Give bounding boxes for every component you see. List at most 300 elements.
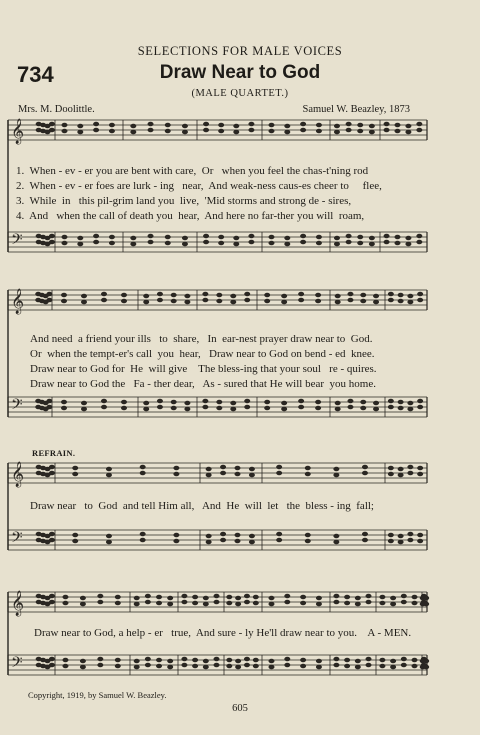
note-head <box>203 659 208 663</box>
note-head <box>182 124 187 128</box>
note-head <box>249 473 254 477</box>
note-head <box>401 663 406 667</box>
note-head <box>98 663 103 667</box>
note-head <box>245 298 250 302</box>
note-head <box>49 471 54 475</box>
note-head <box>206 540 211 544</box>
hymn-title: Draw Near to God <box>159 62 321 83</box>
note-head <box>361 293 366 297</box>
note-head <box>395 235 400 239</box>
note-head <box>249 128 254 132</box>
note-head <box>244 663 249 667</box>
treble-clef-icon: 𝄞 <box>11 289 25 314</box>
note-head <box>282 300 287 304</box>
note-head <box>401 657 406 661</box>
note-head <box>366 663 371 667</box>
note-head <box>335 401 340 405</box>
note-head <box>408 401 413 405</box>
note-head <box>316 129 321 133</box>
note-head <box>249 467 254 471</box>
bass-clef-icon: 𝄢 <box>11 654 23 675</box>
note-head <box>49 600 54 604</box>
note-head <box>361 400 366 404</box>
note-head <box>265 406 270 410</box>
note-head <box>109 129 114 133</box>
note-head <box>373 401 378 405</box>
verse-2-line-1: 2. When - ev - er foes are lurk - ing near, And weak-ness caus-es cheer to flee, <box>16 180 382 192</box>
note-head <box>109 235 114 239</box>
note-head <box>115 601 120 605</box>
note-head <box>285 600 290 604</box>
note-head <box>282 407 287 411</box>
note-head <box>182 600 187 604</box>
note-head <box>346 240 351 244</box>
note-head <box>316 659 321 663</box>
note-head <box>305 466 310 470</box>
note-head <box>203 399 208 403</box>
note-head <box>265 293 270 297</box>
note-head <box>203 234 208 238</box>
note-head <box>80 602 85 606</box>
note-head <box>185 407 190 411</box>
note-head <box>305 533 310 537</box>
note-head <box>145 594 150 598</box>
note-head <box>78 242 83 246</box>
note-head <box>193 595 198 599</box>
note-head <box>134 602 139 606</box>
bass-clef-icon: 𝄢 <box>11 529 23 550</box>
note-head <box>249 122 254 126</box>
note-head <box>412 664 417 668</box>
note-head <box>373 407 378 411</box>
note-head <box>80 659 85 663</box>
note-head <box>406 242 411 246</box>
note-head <box>231 401 236 405</box>
note-head <box>384 240 389 244</box>
note-head <box>335 300 340 304</box>
note-head <box>424 602 429 606</box>
note-head <box>220 538 225 542</box>
note-head <box>235 539 240 543</box>
note-head <box>203 122 208 126</box>
note-head <box>144 401 149 405</box>
verse-4-line-1: 4. And when the call of death you hear, And here no far-ther you will roam, <box>16 210 365 222</box>
note-head <box>358 123 363 127</box>
note-head <box>144 407 149 411</box>
note-head <box>168 602 173 606</box>
note-head <box>316 596 321 600</box>
page-number: 605 <box>232 703 248 714</box>
note-head <box>249 534 254 538</box>
note-head <box>277 471 282 475</box>
note-head <box>156 658 161 662</box>
note-head <box>203 602 208 606</box>
note-head <box>418 292 423 296</box>
note-head <box>380 595 385 599</box>
note-head <box>282 294 287 298</box>
note-head <box>98 594 103 598</box>
note-head <box>140 471 145 475</box>
note-head <box>277 532 282 536</box>
note-head <box>244 657 249 661</box>
note-head <box>49 657 54 661</box>
note-head <box>49 663 54 667</box>
note-head <box>220 532 225 536</box>
note-head <box>253 601 258 605</box>
note-head <box>217 406 222 410</box>
note-head <box>131 236 136 240</box>
note-head <box>219 129 224 133</box>
note-head <box>334 473 339 477</box>
note-head <box>49 122 54 126</box>
note-head <box>203 240 208 244</box>
note-head <box>269 129 274 133</box>
note-head <box>145 663 150 667</box>
note-head <box>140 465 145 469</box>
note-head <box>373 300 378 304</box>
note-head <box>121 299 126 303</box>
note-head <box>174 466 179 470</box>
note-head <box>398 406 403 410</box>
note-head <box>101 298 106 302</box>
note-head <box>334 600 339 604</box>
note-head <box>121 293 126 297</box>
note-head <box>269 659 274 663</box>
note-head <box>94 122 99 126</box>
note-head <box>171 406 176 410</box>
note-head <box>219 241 224 245</box>
note-head <box>115 595 120 599</box>
note-head <box>94 234 99 238</box>
note-head <box>171 400 176 404</box>
note-head <box>227 658 232 662</box>
note-head <box>121 406 126 410</box>
note-head <box>156 595 161 599</box>
note-head <box>131 130 136 134</box>
note-head <box>121 400 126 404</box>
note-head <box>418 539 423 543</box>
note-head <box>231 407 236 411</box>
note-head <box>391 665 396 669</box>
note-head <box>253 595 258 599</box>
note-head <box>388 405 393 409</box>
note-head <box>269 665 274 669</box>
note-head <box>185 300 190 304</box>
note-head <box>380 664 385 668</box>
note-head <box>157 292 162 296</box>
note-head <box>81 294 86 298</box>
note-head <box>62 123 67 127</box>
note-head <box>217 299 222 303</box>
note-head <box>206 467 211 471</box>
note-head <box>214 657 219 661</box>
note-head <box>361 406 366 410</box>
note-head <box>234 236 239 240</box>
note-head <box>269 241 274 245</box>
note-head <box>249 234 254 238</box>
note-head <box>406 236 411 240</box>
refrain-line-1: Draw near to God and tell Him all, And He will let the bless - ing fall; <box>30 500 374 512</box>
note-head <box>406 130 411 134</box>
note-head <box>80 665 85 669</box>
note-head <box>219 123 224 127</box>
note-head <box>78 130 83 134</box>
note-head <box>182 130 187 134</box>
note-head <box>348 405 353 409</box>
note-head <box>398 400 403 404</box>
note-head <box>285 663 290 667</box>
note-head <box>236 659 241 663</box>
note-head <box>299 298 304 302</box>
note-head <box>388 298 393 302</box>
note-head <box>157 405 162 409</box>
note-head <box>412 595 417 599</box>
note-head <box>234 124 239 128</box>
note-head <box>408 465 413 469</box>
note-head <box>49 538 54 542</box>
hymn-subtitle: (MALE QUARTET.) <box>191 88 289 99</box>
note-head <box>193 658 198 662</box>
treble-clef-icon: 𝄞 <box>11 462 25 487</box>
note-head <box>299 405 304 409</box>
note-head <box>316 602 321 606</box>
note-head <box>148 128 153 132</box>
note-head <box>285 242 290 246</box>
note-head <box>234 130 239 134</box>
note-head <box>408 300 413 304</box>
note-head <box>417 234 422 238</box>
note-head <box>203 128 208 132</box>
note-head <box>49 240 54 244</box>
note-head <box>348 298 353 302</box>
note-head <box>316 241 321 245</box>
note-head <box>334 124 339 128</box>
note-head <box>412 658 417 662</box>
note-head <box>362 465 367 469</box>
note-head <box>265 299 270 303</box>
note-head <box>334 242 339 246</box>
note-head <box>395 241 400 245</box>
note-head <box>140 538 145 542</box>
note-head <box>168 659 173 663</box>
note-head <box>220 465 225 469</box>
note-head <box>145 657 150 661</box>
note-head <box>316 400 321 404</box>
note-head <box>94 240 99 244</box>
note-head <box>388 292 393 296</box>
note-head <box>358 129 363 133</box>
note-head <box>106 473 111 477</box>
note-head <box>424 659 429 663</box>
note-head <box>156 664 161 668</box>
note-head <box>265 400 270 404</box>
note-head <box>388 533 393 537</box>
note-head <box>384 234 389 238</box>
note-head <box>47 298 52 302</box>
note-head <box>214 663 219 667</box>
note-head <box>348 292 353 296</box>
note-head <box>345 664 350 668</box>
note-head <box>316 123 321 127</box>
note-head <box>193 601 198 605</box>
note-head <box>98 600 103 604</box>
note-head <box>366 594 371 598</box>
note-head <box>236 665 241 669</box>
copyright-notice: Copyright, 1919, by Samuel W. Beazley. <box>28 690 167 700</box>
note-head <box>148 122 153 126</box>
note-head <box>316 299 321 303</box>
note-head <box>395 129 400 133</box>
note-head <box>206 534 211 538</box>
note-head <box>115 664 120 668</box>
note-head <box>78 236 83 240</box>
note-head <box>388 466 393 470</box>
note-head <box>253 664 258 668</box>
note-head <box>245 292 250 296</box>
note-head <box>245 405 250 409</box>
note-head <box>168 665 173 669</box>
note-head <box>63 601 68 605</box>
note-head <box>384 122 389 126</box>
note-head <box>285 130 290 134</box>
note-head <box>249 240 254 244</box>
note-head <box>285 124 290 128</box>
note-head <box>369 236 374 240</box>
note-head <box>299 292 304 296</box>
note-head <box>174 539 179 543</box>
note-head <box>355 665 360 669</box>
note-head <box>418 533 423 537</box>
note-head <box>301 240 306 244</box>
note-head <box>185 294 190 298</box>
note-head <box>144 294 149 298</box>
note-head <box>334 657 339 661</box>
note-head <box>282 401 287 405</box>
note-head <box>236 596 241 600</box>
note-head <box>148 240 153 244</box>
verse-1-line-2: And need a friend your ills to share, In ear-nest prayer draw near to God. <box>30 333 373 345</box>
note-head <box>301 664 306 668</box>
note-head <box>398 540 403 544</box>
note-head <box>346 234 351 238</box>
note-head <box>366 657 371 661</box>
note-head <box>253 658 258 662</box>
note-head <box>106 534 111 538</box>
note-head <box>106 467 111 471</box>
note-head <box>408 471 413 475</box>
note-head <box>417 122 422 126</box>
note-head <box>301 128 306 132</box>
note-head <box>165 129 170 133</box>
note-head <box>316 293 321 297</box>
note-head <box>165 241 170 245</box>
note-head <box>73 533 78 537</box>
note-head <box>235 466 240 470</box>
note-head <box>334 130 339 134</box>
bass-clef-icon: 𝄢 <box>11 396 23 417</box>
note-head <box>182 236 187 240</box>
note-head <box>73 472 78 476</box>
note-head <box>47 399 52 403</box>
note-head <box>305 539 310 543</box>
treble-clef-icon: 𝄞 <box>11 591 25 616</box>
note-head <box>334 663 339 667</box>
note-head <box>417 240 422 244</box>
note-head <box>362 538 367 542</box>
note-head <box>231 294 236 298</box>
note-head <box>214 600 219 604</box>
verse-3-line-1: 3. While in this pil-grim land you live, 'Mid storms and strong de - sires, <box>16 195 352 207</box>
note-head <box>203 298 208 302</box>
note-head <box>401 600 406 604</box>
note-head <box>424 665 429 669</box>
note-head <box>217 293 222 297</box>
note-head <box>408 538 413 542</box>
note-head <box>408 294 413 298</box>
note-head <box>101 399 106 403</box>
note-head <box>109 123 114 127</box>
note-head <box>334 594 339 598</box>
note-head <box>235 533 240 537</box>
note-head <box>165 123 170 127</box>
note-head <box>417 128 422 132</box>
note-head <box>63 595 68 599</box>
note-head <box>269 602 274 606</box>
note-head <box>408 407 413 411</box>
note-head <box>231 300 236 304</box>
note-head <box>109 241 114 245</box>
note-head <box>398 473 403 477</box>
note-head <box>269 235 274 239</box>
note-head <box>301 234 306 238</box>
note-head <box>145 600 150 604</box>
note-head <box>131 124 136 128</box>
note-head <box>171 299 176 303</box>
note-head <box>203 405 208 409</box>
note-head <box>73 539 78 543</box>
note-head <box>182 657 187 661</box>
note-head <box>182 663 187 667</box>
note-head <box>214 594 219 598</box>
note-head <box>301 122 306 126</box>
note-head <box>334 540 339 544</box>
note-head <box>47 292 52 296</box>
note-head <box>171 293 176 297</box>
note-head <box>63 664 68 668</box>
note-head <box>227 595 232 599</box>
note-head <box>131 242 136 246</box>
note-head <box>73 466 78 470</box>
bass-clef-icon: 𝄢 <box>11 231 23 252</box>
verse-3-line-2: Draw near to God for He will give The bless-ing that your soul re - quires. <box>30 363 377 375</box>
note-head <box>49 532 54 536</box>
note-head <box>182 242 187 246</box>
note-head <box>49 465 54 469</box>
note-head <box>358 235 363 239</box>
note-head <box>81 300 86 304</box>
note-head <box>236 602 241 606</box>
note-head <box>134 596 139 600</box>
note-head <box>355 596 360 600</box>
note-head <box>144 300 149 304</box>
note-head <box>391 596 396 600</box>
note-head <box>47 405 52 409</box>
note-head <box>285 236 290 240</box>
note-head <box>101 405 106 409</box>
composer-credit: Samuel W. Beazley, 1873 <box>302 104 410 115</box>
note-head <box>346 122 351 126</box>
note-head <box>62 235 67 239</box>
